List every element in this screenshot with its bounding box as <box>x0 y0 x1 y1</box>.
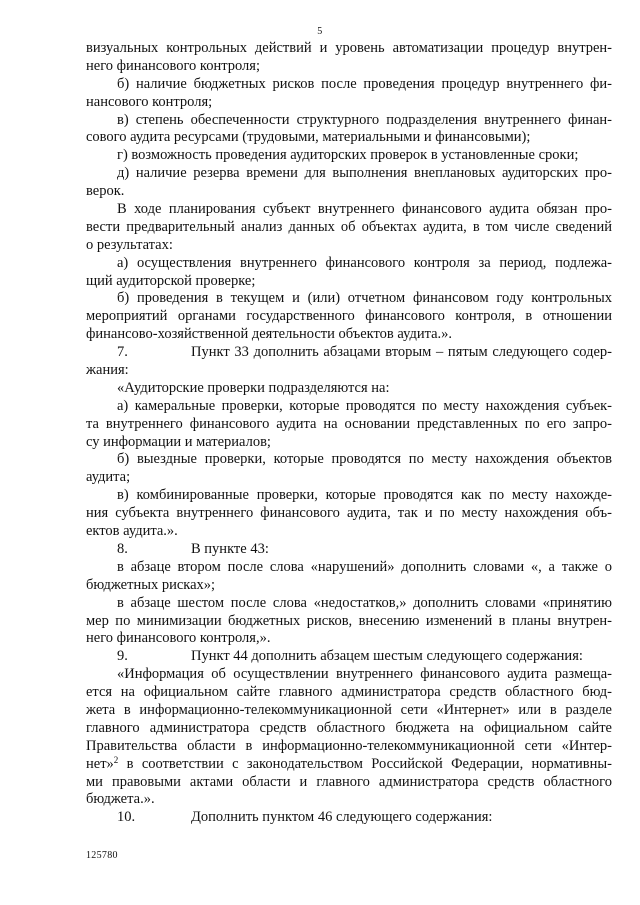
text-line: в абзаце шестом после слова «недостатков,» дополнить словами «принятию <box>117 594 612 611</box>
text-line: аудита; <box>86 469 131 486</box>
text-line: бюджета.». <box>86 791 155 808</box>
text-line: Правительства области в информационно-телекоммуникационной сети «Интер- <box>86 737 612 754</box>
numbered-item-9 <box>86 648 612 666</box>
text-line: в) степень обеспеченности структурного подразделения внутреннего финан- <box>117 111 612 128</box>
text-line: мероприятий органами государственного финансового контроля, в отношении <box>86 308 612 325</box>
text-line: б) наличие бюджетных рисков после проведения процедур внутреннего фи- <box>117 75 612 92</box>
text-line: д) наличие резерва времени для выполнения внеплановых аудиторских про- <box>117 165 612 182</box>
footnote-marker: 2 <box>113 754 119 765</box>
text-line: ния субъекта внутреннего финансового аудита, так и по месту нахождения объ- <box>86 505 612 522</box>
text-line: главного администратора средств областного бюджета на официальном сайте <box>86 719 612 736</box>
text-fragment: нет» <box>86 755 114 772</box>
text-line: ется на официальном сайте главного администратора средств областного бюд- <box>86 684 612 701</box>
text-line: Пункт 44 дополнить абзацем шестым следующего содержания: <box>191 648 583 665</box>
numbered-item-10 <box>86 809 612 827</box>
numbered-item-7 <box>86 344 612 362</box>
text-line: су информации и материалов; <box>86 433 271 450</box>
text-line: б) выездные проверки, которые проводятся по месту нахождения объектов <box>117 451 612 468</box>
text-line: В пункте 43: <box>191 540 269 557</box>
text-line: нансового контроля; <box>86 93 213 110</box>
text-line: «Аудиторские проверки подразделяются на: <box>117 379 390 396</box>
item-number: 8. <box>117 540 128 557</box>
text-line: верок. <box>86 183 125 200</box>
text-fragment: в соответствии с законодательством Российской Федерации, нормативны- <box>118 755 612 772</box>
text-line: него финансового контроля; <box>86 57 260 74</box>
text-line: него финансового контроля,». <box>86 630 271 647</box>
text-line: визуальных контрольных действий и уровень автоматизации процедур внутрен- <box>86 40 612 56</box>
text-line: бюджетных рисках»; <box>86 576 216 593</box>
text-line: ми правовыми актами области и главного администратора средств областного <box>86 773 612 790</box>
text-line: а) камеральные проверки, которые проводятся по месту нахождения субъек- <box>117 397 612 414</box>
text-line: Пункт 33 дополнить абзацами вторым – пятым следующего содер- <box>191 344 612 361</box>
item-number: 7. <box>117 344 128 361</box>
text-line: «Информация об осуществлении внутреннего финансового аудита размеща- <box>117 666 612 683</box>
text-line: Дополнить пунктом 46 следующего содержания: <box>191 809 493 826</box>
text-line: а) осуществления внутреннего финансового контроля за период, подлежа- <box>117 254 612 271</box>
text-line: жета в информационно-телекоммуникационной сети «Интернет» или в разделе <box>86 701 612 718</box>
text-line: б) проведения в текущем и (или) отчетном финансовом году контрольных <box>117 290 612 307</box>
item-number: 9. <box>117 648 128 665</box>
text-line: о результатах: <box>86 236 173 253</box>
document-code: 125780 <box>86 850 118 861</box>
text-line: та внутреннего финансового аудита на основании представленных по его запро- <box>86 415 612 432</box>
text-line: в абзаце втором после слова «нарушений» дополнить словами «, а также о <box>117 558 612 575</box>
text-line: мер по минимизации бюджетных рисков, внесению изменений в планы внутрен- <box>86 612 612 629</box>
text-line: щий аудиторской проверке; <box>86 272 256 289</box>
text-line: сового аудита ресурсами (трудовыми, материальными и финансовыми); <box>86 129 531 146</box>
text-line: ектов аудита.». <box>86 523 178 540</box>
text-line: в) комбинированные проверки, которые проводятся как по месту нахожде- <box>117 487 612 504</box>
numbered-item-8 <box>86 541 612 559</box>
text-line: жания: <box>86 362 129 379</box>
page-number: 5 <box>317 26 323 37</box>
text-line: финансово-хозяйственной деятельности объектов аудита.». <box>86 326 453 343</box>
text-line-with-footnote <box>86 756 612 774</box>
text-line: г) возможность проведения аудиторских проверок в установленные сроки; <box>117 147 579 164</box>
document-body <box>86 40 612 827</box>
text-line: В ходе планирования субъект внутреннего финансового аудита обязан про- <box>117 201 612 218</box>
text-line: вести предварительный анализ данных об объектах аудита, в том числе сведений <box>86 218 612 235</box>
item-number: 10. <box>117 809 136 826</box>
